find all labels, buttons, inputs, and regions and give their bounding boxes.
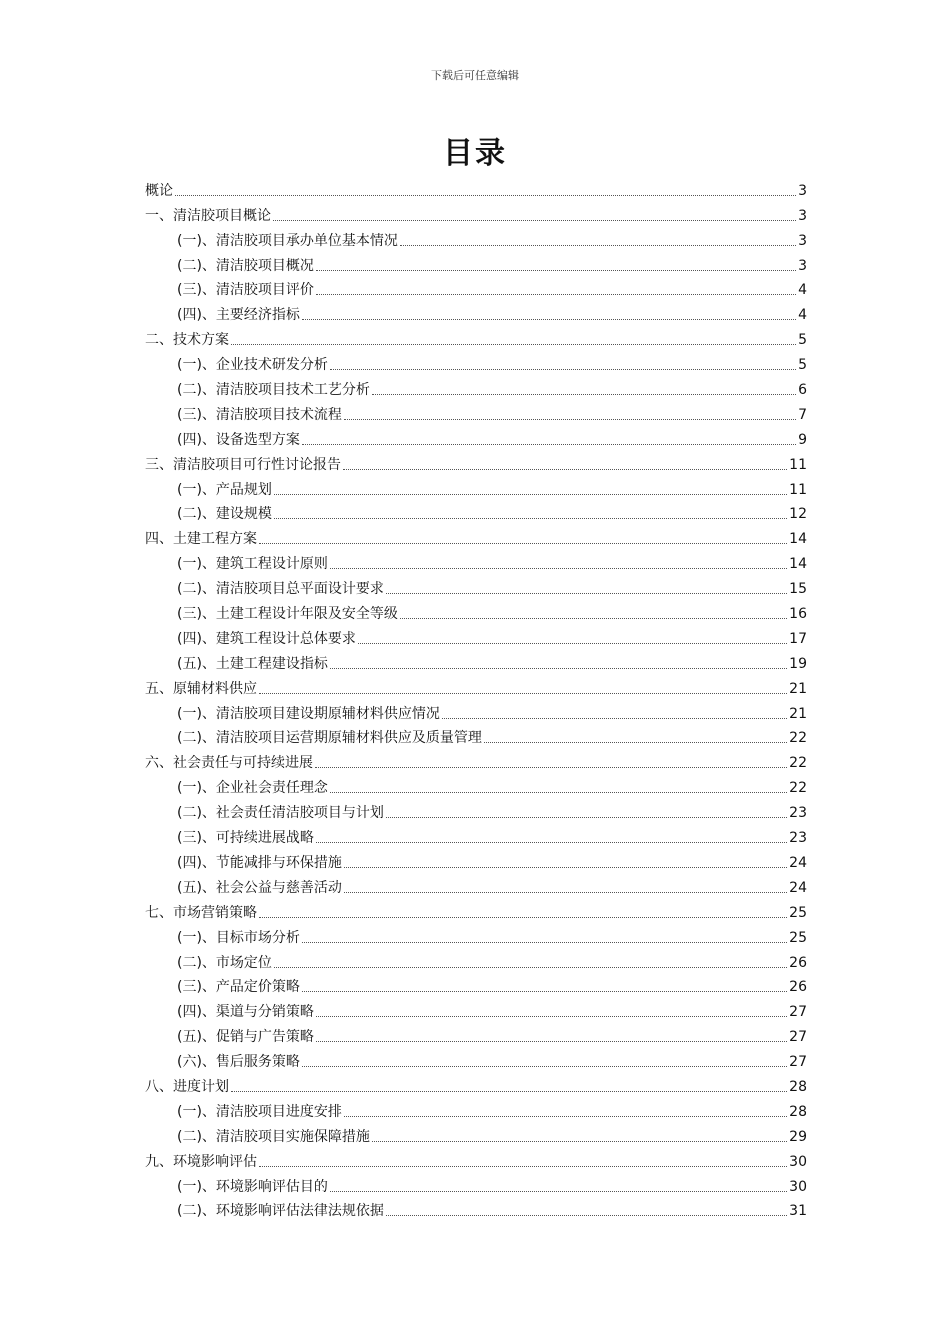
toc-entry-label: (三)、产品定价策略 bbox=[177, 979, 300, 996]
toc-entry-page-number: 5 bbox=[798, 332, 807, 349]
toc-entry-page-number: 21 bbox=[789, 705, 807, 722]
dot-leader bbox=[344, 866, 787, 868]
toc-entry-page-number: 30 bbox=[789, 1178, 807, 1195]
dot-leader bbox=[315, 766, 787, 768]
toc-entry-page-number: 27 bbox=[789, 1029, 807, 1046]
toc-entry[interactable] bbox=[145, 672, 807, 697]
toc-entry-page-number: 3 bbox=[798, 207, 807, 224]
toc-entry-page-number: 27 bbox=[789, 1054, 807, 1071]
toc-entry-page-number: 6 bbox=[798, 382, 807, 399]
dot-leader bbox=[400, 244, 796, 246]
toc-entry[interactable] bbox=[145, 971, 807, 996]
toc-entry-page-number: 3 bbox=[798, 257, 807, 274]
toc-entry-label: (一)、企业社会责任理念 bbox=[177, 780, 328, 797]
toc-entry[interactable] bbox=[145, 298, 807, 323]
toc-entry[interactable] bbox=[145, 647, 807, 672]
toc-entry[interactable] bbox=[145, 1070, 807, 1095]
toc-entry-label: (四)、设备选型方案 bbox=[177, 431, 300, 448]
toc-entry-page-number: 25 bbox=[789, 929, 807, 946]
toc-entry-label: (四)、建筑工程设计总体要求 bbox=[177, 630, 356, 647]
dot-leader bbox=[273, 219, 796, 221]
toc-entry[interactable] bbox=[145, 597, 807, 622]
table-of-contents bbox=[145, 174, 807, 1219]
toc-entry[interactable] bbox=[145, 1195, 807, 1220]
toc-entry-label: (一)、清洁胶项目进度安排 bbox=[177, 1103, 342, 1120]
dot-leader bbox=[343, 468, 787, 470]
toc-entry-label: 七、市场营销策略 bbox=[145, 904, 257, 921]
toc-entry-page-number: 14 bbox=[789, 556, 807, 573]
toc-entry-page-number: 30 bbox=[789, 1153, 807, 1170]
toc-entry[interactable] bbox=[145, 547, 807, 572]
toc-entry-page-number: 23 bbox=[789, 805, 807, 822]
dot-leader bbox=[386, 1214, 787, 1216]
toc-entry-label: (二)、建设规模 bbox=[177, 506, 272, 523]
toc-entry-page-number: 11 bbox=[789, 456, 807, 473]
dot-leader bbox=[344, 891, 787, 893]
dot-leader bbox=[400, 617, 787, 619]
toc-entry-label: (一)、建筑工程设计原则 bbox=[177, 556, 328, 573]
toc-entry-label: (五)、促销与广告策略 bbox=[177, 1029, 314, 1046]
toc-entry[interactable] bbox=[145, 921, 807, 946]
toc-entry-label: (五)、社会公益与慈善活动 bbox=[177, 879, 342, 896]
toc-entry[interactable] bbox=[145, 995, 807, 1020]
dot-leader bbox=[175, 194, 796, 196]
dot-leader bbox=[316, 1015, 787, 1017]
dot-leader bbox=[274, 493, 787, 495]
dot-leader bbox=[344, 418, 796, 420]
toc-entry-label: 二、技术方案 bbox=[145, 332, 229, 349]
toc-entry-label: (二)、清洁胶项目运营期原辅材料供应及质量管理 bbox=[177, 730, 482, 747]
dot-leader bbox=[259, 916, 787, 918]
dot-leader bbox=[358, 642, 787, 644]
dot-leader bbox=[302, 990, 787, 992]
toc-entry-label: 概论 bbox=[145, 182, 173, 199]
toc-entry-page-number: 5 bbox=[798, 357, 807, 374]
toc-entry-label: (二)、环境影响评估法律法规依据 bbox=[177, 1203, 384, 1220]
toc-entry[interactable] bbox=[145, 423, 807, 448]
dot-leader bbox=[386, 592, 787, 594]
page-header-note: 下载后可任意编辑 bbox=[431, 69, 519, 82]
dot-leader bbox=[259, 692, 787, 694]
toc-entry-page-number: 17 bbox=[789, 630, 807, 647]
toc-entry-page-number: 11 bbox=[789, 481, 807, 498]
dot-leader bbox=[330, 791, 787, 793]
dot-leader bbox=[231, 343, 796, 345]
toc-entry-page-number: 25 bbox=[789, 904, 807, 921]
toc-entry-label: (一)、企业技术研发分析 bbox=[177, 357, 328, 374]
toc-entry-label: (二)、社会责任清洁胶项目与计划 bbox=[177, 805, 384, 822]
toc-entry-page-number: 7 bbox=[798, 406, 807, 423]
toc-entry-page-number: 22 bbox=[789, 730, 807, 747]
toc-entry[interactable] bbox=[145, 697, 807, 722]
dot-leader bbox=[442, 717, 787, 719]
toc-entry[interactable] bbox=[145, 224, 807, 249]
dot-leader bbox=[302, 941, 787, 943]
dot-leader bbox=[259, 1165, 787, 1167]
toc-entry-label: (二)、清洁胶项目总平面设计要求 bbox=[177, 581, 384, 598]
toc-entry-page-number: 14 bbox=[789, 531, 807, 548]
toc-entry-label: (一)、环境影响评估目的 bbox=[177, 1178, 328, 1195]
toc-entry-label: (三)、土建工程设计年限及安全等级 bbox=[177, 606, 398, 623]
dot-leader bbox=[484, 741, 787, 743]
dot-leader bbox=[372, 1140, 787, 1142]
toc-entry[interactable] bbox=[145, 572, 807, 597]
toc-entry-page-number: 19 bbox=[789, 655, 807, 672]
toc-entry[interactable] bbox=[145, 1020, 807, 1045]
dot-leader bbox=[372, 393, 796, 395]
toc-entry-label: (四)、主要经济指标 bbox=[177, 307, 300, 324]
toc-entry-label: (五)、土建工程建设指标 bbox=[177, 655, 328, 672]
toc-entry[interactable] bbox=[145, 373, 807, 398]
toc-entry-label: (六)、售后服务策略 bbox=[177, 1054, 300, 1071]
toc-entry-page-number: 4 bbox=[798, 282, 807, 299]
toc-entry[interactable] bbox=[145, 1170, 807, 1195]
toc-title: 目录 bbox=[443, 136, 507, 171]
dot-leader bbox=[316, 841, 787, 843]
dot-leader bbox=[274, 517, 787, 519]
toc-entry-page-number: 26 bbox=[789, 979, 807, 996]
toc-entry-page-number: 22 bbox=[789, 780, 807, 797]
dot-leader bbox=[302, 443, 796, 445]
toc-entry-page-number: 28 bbox=[789, 1078, 807, 1095]
dot-leader bbox=[344, 1115, 787, 1117]
dot-leader bbox=[302, 1065, 787, 1067]
toc-entry-label: 九、环境影响评估 bbox=[145, 1153, 257, 1170]
toc-entry[interactable] bbox=[145, 821, 807, 846]
toc-entry-label: 三、清洁胶项目可行性讨论报告 bbox=[145, 456, 341, 473]
dot-leader bbox=[231, 1090, 787, 1092]
toc-entry[interactable] bbox=[145, 398, 807, 423]
toc-entry[interactable] bbox=[145, 1120, 807, 1145]
toc-entry-page-number: 27 bbox=[789, 1004, 807, 1021]
toc-entry[interactable] bbox=[145, 249, 807, 274]
toc-entry-label: 一、清洁胶项目概论 bbox=[145, 207, 271, 224]
toc-entry[interactable] bbox=[145, 274, 807, 299]
toc-entry[interactable] bbox=[145, 1145, 807, 1170]
toc-entry-page-number: 23 bbox=[789, 830, 807, 847]
toc-entry-page-number: 24 bbox=[789, 879, 807, 896]
toc-entry-page-number: 24 bbox=[789, 854, 807, 871]
toc-entry[interactable] bbox=[145, 896, 807, 921]
toc-entry-page-number: 22 bbox=[789, 755, 807, 772]
toc-entry-label: (三)、清洁胶项目评价 bbox=[177, 282, 314, 299]
toc-entry[interactable] bbox=[145, 771, 807, 796]
toc-entry[interactable] bbox=[145, 1045, 807, 1070]
dot-leader bbox=[316, 269, 796, 271]
toc-entry-page-number: 16 bbox=[789, 606, 807, 623]
toc-entry-page-number: 28 bbox=[789, 1103, 807, 1120]
toc-entry-label: 六、社会责任与可持续进展 bbox=[145, 755, 313, 772]
toc-entry[interactable] bbox=[145, 846, 807, 871]
toc-entry[interactable] bbox=[145, 522, 807, 547]
toc-entry-page-number: 15 bbox=[789, 581, 807, 598]
toc-entry-page-number: 26 bbox=[789, 954, 807, 971]
toc-entry-page-number: 29 bbox=[789, 1128, 807, 1145]
toc-entry-label: 八、进度计划 bbox=[145, 1078, 229, 1095]
toc-entry-label: (一)、产品规划 bbox=[177, 481, 272, 498]
toc-entry-label: (二)、清洁胶项目技术工艺分析 bbox=[177, 382, 370, 399]
toc-entry[interactable] bbox=[145, 622, 807, 647]
toc-entry[interactable] bbox=[145, 199, 807, 224]
toc-entry[interactable] bbox=[145, 348, 807, 373]
toc-entry-label: 四、土建工程方案 bbox=[145, 531, 257, 548]
dot-leader bbox=[316, 1040, 787, 1042]
dot-leader bbox=[302, 318, 796, 320]
toc-entry[interactable] bbox=[145, 174, 807, 199]
toc-entry-page-number: 31 bbox=[789, 1203, 807, 1220]
toc-entry[interactable] bbox=[145, 946, 807, 971]
toc-entry[interactable] bbox=[145, 473, 807, 498]
toc-entry[interactable] bbox=[145, 796, 807, 821]
dot-leader bbox=[386, 816, 787, 818]
toc-entry-label: (三)、清洁胶项目技术流程 bbox=[177, 406, 342, 423]
dot-leader bbox=[330, 667, 787, 669]
dot-leader bbox=[259, 542, 787, 544]
toc-entry[interactable] bbox=[145, 323, 807, 348]
dot-leader bbox=[274, 966, 787, 968]
toc-entry-label: (一)、清洁胶项目承办单位基本情况 bbox=[177, 232, 398, 249]
toc-entry[interactable] bbox=[145, 746, 807, 771]
toc-entry-page-number: 3 bbox=[798, 182, 807, 199]
toc-entry-label: (三)、可持续进展战略 bbox=[177, 830, 314, 847]
dot-leader bbox=[316, 293, 796, 295]
toc-entry-label: (二)、清洁胶项目概况 bbox=[177, 257, 314, 274]
toc-entry-label: (二)、清洁胶项目实施保障措施 bbox=[177, 1128, 370, 1145]
toc-entry[interactable] bbox=[145, 871, 807, 896]
toc-entry-page-number: 3 bbox=[798, 232, 807, 249]
toc-entry-label: (二)、市场定位 bbox=[177, 954, 272, 971]
dot-leader bbox=[330, 368, 796, 370]
toc-entry-label: (四)、节能减排与环保措施 bbox=[177, 854, 342, 871]
toc-entry[interactable] bbox=[145, 498, 807, 523]
toc-entry-page-number: 12 bbox=[789, 506, 807, 523]
dot-leader bbox=[330, 1190, 787, 1192]
dot-leader bbox=[330, 567, 787, 569]
toc-entry[interactable] bbox=[145, 1095, 807, 1120]
toc-entry-page-number: 21 bbox=[789, 680, 807, 697]
toc-entry-label: 五、原辅材料供应 bbox=[145, 680, 257, 697]
toc-entry-label: (一)、目标市场分析 bbox=[177, 929, 300, 946]
toc-entry-label: (一)、清洁胶项目建设期原辅材料供应情况 bbox=[177, 705, 440, 722]
toc-entry-label: (四)、渠道与分销策略 bbox=[177, 1004, 314, 1021]
toc-entry[interactable] bbox=[145, 722, 807, 747]
toc-entry-page-number: 4 bbox=[798, 307, 807, 324]
toc-entry-page-number: 9 bbox=[798, 431, 807, 448]
toc-entry[interactable] bbox=[145, 448, 807, 473]
